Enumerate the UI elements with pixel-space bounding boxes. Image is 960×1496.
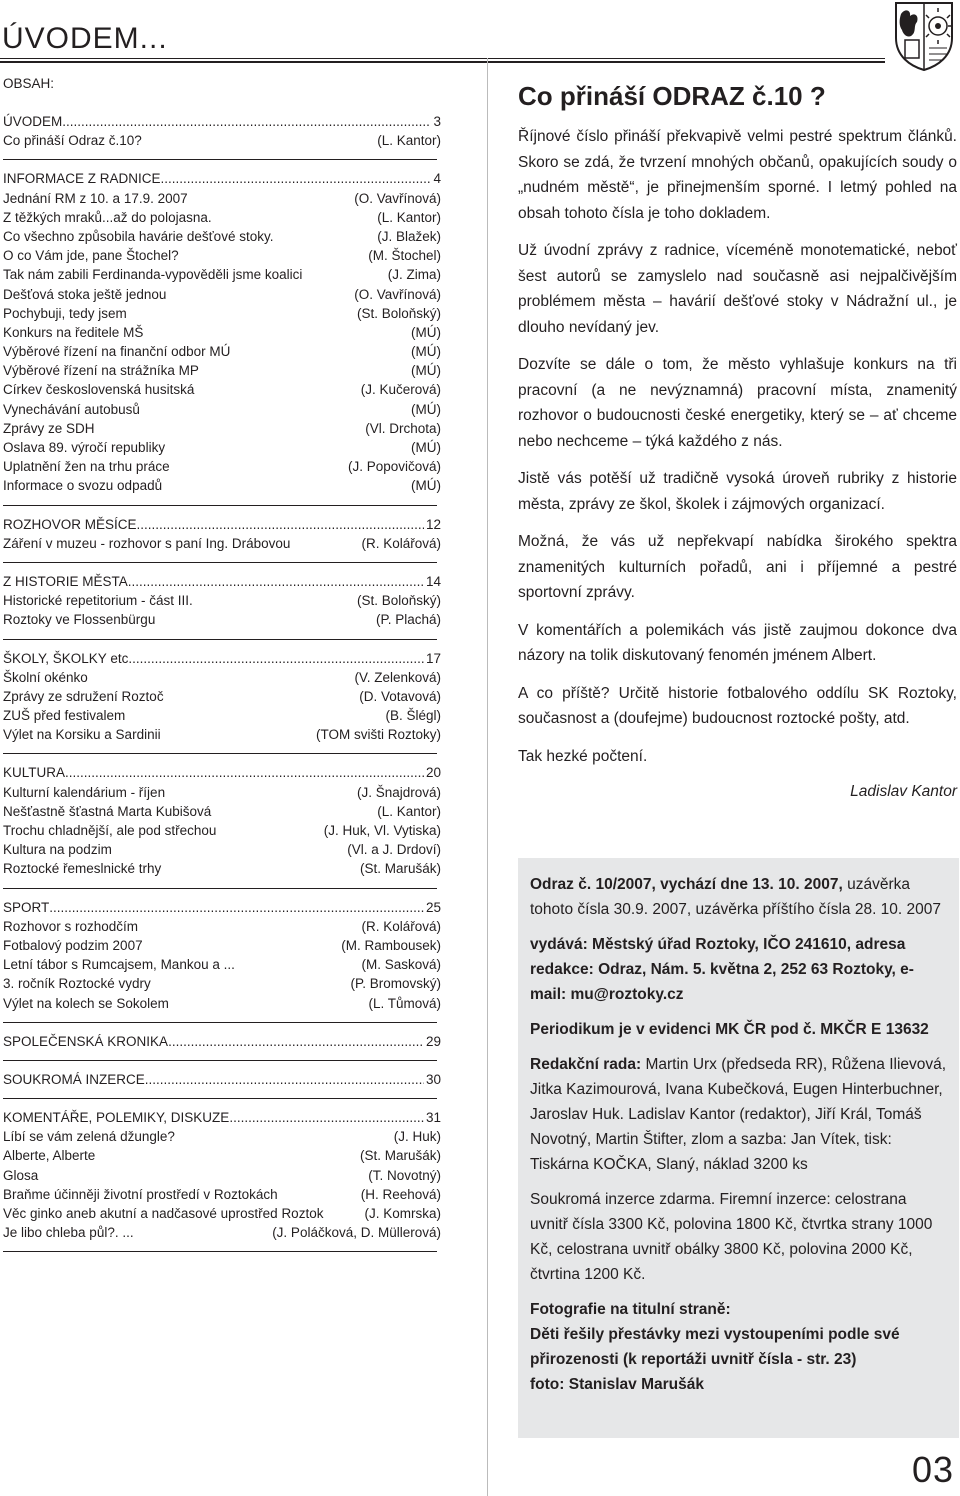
- toc-entry-title: Zprávy ze SDH: [3, 420, 95, 436]
- editorial-paragraph: Říjnové číslo přináší překvapivě velmi pestré spektrum článků. Skoro se zdá, že tvrzení mnohých občanů, opakujících soudy o „nudném městě“, je přinejmenším sporné. I letmý pohled na obsah tohoto čísla je toho dokladem.: [518, 128, 957, 222]
- toc-entry: [3, 687, 441, 706]
- toc-entry-title: 3. ročník Roztocké vydry: [3, 976, 151, 992]
- toc-entry: [3, 936, 441, 955]
- issue-info-bold: Odraz č. 10/2007, vychází dne 13. 10. 2007,: [530, 876, 843, 893]
- toc-entry-author: (J. Zima): [387, 267, 441, 283]
- toc-separator: [3, 639, 437, 640]
- toc-entry-author: (B. Šlégl): [385, 708, 441, 724]
- toc-separator: [3, 1251, 437, 1252]
- toc-entry-author: (MÚ): [411, 478, 441, 494]
- toc-entry-title: Školní okénko: [3, 669, 88, 685]
- editorial-paragraph: Jistě vás potěší už tradičně vysoká úroveň rubriky z historie města, zprávy ze škol, školek i zájmových organizací.: [518, 470, 957, 513]
- toc-entry-title: Věc ginko aneb akutní a nadčasové uprostřed Roztok: [3, 1206, 324, 1221]
- toc-entry-author: (L. Kantor): [377, 209, 441, 225]
- toc-section-heading: [3, 169, 441, 188]
- toc-section-title: SOUKROMÁ INZERCE: [3, 1071, 145, 1087]
- toc-entry-author: (M. Rambousek): [341, 937, 441, 953]
- toc-entry: [3, 610, 441, 629]
- toc-entry-title: Alberte, Alberte: [3, 1148, 96, 1164]
- publisher-info: [530, 932, 947, 1007]
- column-divider: [487, 58, 488, 1496]
- title-rule-thick: [0, 61, 885, 63]
- page-title: ÚVODEM...: [2, 22, 168, 55]
- cover-photo-info: [530, 1297, 947, 1322]
- toc-entry: [3, 361, 441, 380]
- toc-entry: [3, 591, 441, 610]
- toc-entry-author: (MÚ): [411, 440, 441, 455]
- toc-entry-author: (J. Huk): [393, 1129, 441, 1145]
- toc-entry-title: Výběrové řízení na finanční odbor MÚ: [3, 344, 231, 360]
- toc-entry: [3, 802, 441, 821]
- toc-entry: [3, 1166, 441, 1185]
- toc-entry-author: (J. Šnajdrová): [356, 784, 441, 800]
- toc-entry: [3, 706, 441, 725]
- toc-entry: [3, 668, 441, 687]
- toc-page-number: 3: [433, 114, 441, 129]
- registration-info: [530, 1017, 947, 1042]
- toc-entry: [3, 994, 441, 1013]
- toc-separator: [3, 562, 437, 563]
- toc-separator: [3, 753, 437, 754]
- toc-entry: [3, 725, 441, 744]
- toc-entry: [3, 208, 441, 227]
- toc-entry-title: Kultura na podzim: [3, 842, 112, 858]
- toc-leader-dots: [65, 763, 424, 782]
- toc-entry: [3, 457, 441, 476]
- toc-spacer: [3, 93, 441, 112]
- toc-page-number: 25: [425, 899, 441, 915]
- toc-entry: [3, 821, 441, 840]
- toc-entry: [3, 380, 441, 399]
- toc-page-number: 29: [425, 1033, 441, 1049]
- toc-entry-author: (J. Huk, Vl. Vytiska): [323, 823, 441, 838]
- toc-entry-author: (T. Novotný): [368, 1167, 441, 1183]
- toc-page-number: 14: [425, 573, 441, 589]
- toc-leader-dots: [161, 169, 432, 188]
- toc-entry-author: (L. Kantor): [377, 803, 441, 819]
- toc-entry-title: Braňme účinněji životní prostředí v Roztokách: [3, 1186, 278, 1202]
- editorial-title: Co přináší ODRAZ č.10 ?: [518, 81, 826, 111]
- toc-section-heading: [3, 649, 441, 668]
- toc-separator: [3, 1060, 437, 1061]
- toc-entry-author: (J. Komrska): [364, 1206, 441, 1221]
- toc-page-number: 31: [425, 1110, 441, 1126]
- toc-entry-title: Glosa: [3, 1167, 39, 1183]
- photo-credit: foto: Stanislav Marušák: [530, 1376, 704, 1393]
- board-label: Redakční rada:: [530, 1056, 642, 1073]
- toc-entry-title: Záření v muzeu - rozhovor s paní Ing. Drábovou: [3, 535, 291, 551]
- toc-entry-author: (MÚ): [411, 324, 441, 340]
- toc-page-number: 12: [425, 516, 441, 532]
- toc-entry: [3, 323, 441, 342]
- toc-entry-title: Výlet na Korsiku a Sardinii: [3, 727, 161, 743]
- toc-entry: [3, 783, 441, 802]
- toc-entry-title: Dešťová stoka ještě jednou: [3, 286, 167, 302]
- toc-entry: [3, 476, 441, 495]
- toc-separator: [3, 888, 437, 889]
- toc-entry-author: (J. Kučerová): [360, 382, 441, 398]
- toc-entry-author: (J. Popovičová): [347, 459, 441, 475]
- toc-section-title: INFORMACE Z RADNICE: [3, 171, 161, 187]
- toc-entry-author: (J. Blažek): [377, 228, 441, 244]
- toc-entry: [3, 534, 441, 553]
- toc-leader-dots: [49, 898, 424, 917]
- toc-entry: [3, 342, 441, 361]
- toc-entry-title: Co přináší Odraz č.10?: [3, 133, 142, 149]
- toc-section-title: ŠKOLY, ŠKOLKY etc...: [3, 650, 140, 666]
- toc-entry: [3, 438, 441, 457]
- toc-entry-title: Roztocké řemeslnické trhy: [3, 861, 162, 877]
- toc-section-heading: [3, 572, 441, 591]
- toc-page-number: 17: [425, 650, 441, 666]
- toc-entry: [3, 285, 441, 304]
- editorial-paragraph: Už úvodní zprávy z radnice, víceméně monotematické, neboť šest autorů se zamyslelo nad současně asi nejpalčivějším problémem města – havárií dešťové stoky v Nádražní ul., je dlouho nevídaný jev.: [518, 242, 957, 336]
- toc-entry-title: Informace o svozu odpadů: [3, 478, 163, 494]
- editorial-paragraph: V komentářích a polemikách vás jistě zaujmou dokonce dva názory na tolik diskutovaný fenomén jménem Albert.: [518, 621, 957, 664]
- issue-info: [530, 872, 947, 922]
- toc-entry-author: (St. Boloňský): [356, 593, 441, 609]
- toc-entry-title: Z těžkých mraků...až do polojasna.: [3, 209, 212, 225]
- toc-entry-title: Nešťastně šťastná Marta Kubišová: [3, 803, 212, 819]
- toc-entry: [3, 1204, 441, 1223]
- toc-section-title: ÚVODEM: [3, 114, 63, 129]
- toc-entry-title: Jednání RM z 10. a 17.9. 2007: [3, 190, 188, 206]
- toc-entry: [3, 419, 441, 438]
- toc-entry-title: Výlet na kolech se Sokolem: [3, 995, 169, 1011]
- toc-entry-author: (P. Bromovský): [350, 976, 441, 992]
- toc-entry-title: Zprávy ze sdružení Roztoč: [3, 688, 164, 704]
- toc-entry: [3, 1185, 441, 1204]
- toc-entry-title: Líbí se vám zelená džungle?: [3, 1129, 175, 1145]
- toc-section-heading: [3, 763, 441, 782]
- editorial: [518, 80, 957, 817]
- toc-leader-dots: [168, 1032, 424, 1051]
- toc-entry-title: Historické repetitorium - část III.: [3, 593, 193, 609]
- toc-entry-title: Výběrové řízení na strážníka MP: [3, 363, 199, 379]
- toc-section-heading: [3, 1070, 441, 1089]
- toc-leader-dots: [229, 1108, 424, 1127]
- toc-entry: [3, 917, 441, 936]
- toc-section-heading: [3, 898, 441, 917]
- toc-entry-author: (L. Kantor): [377, 133, 441, 149]
- toc-page-number: 30: [425, 1071, 441, 1087]
- toc-entry-author: (St. Marušák): [359, 861, 441, 877]
- toc-entry-author: (P. Plachá): [375, 612, 441, 628]
- cover-photo-credit: [530, 1372, 947, 1397]
- toc-entry-title: Konkurs na ředitele MŠ: [3, 324, 144, 340]
- toc-section-heading: [3, 515, 441, 534]
- toc-entry-author: (H. Reehová): [360, 1186, 441, 1202]
- toc-entry-title: Co všechno způsobila havárie dešťové stoky.: [3, 228, 274, 244]
- toc-section-title: ROZHOVOR MĚSÍCE: [3, 516, 137, 532]
- toc-leader-dots: [128, 572, 424, 591]
- publisher-text: vydává: Městský úřad Roztoky, IČO 241610, adresa redakce: Odraz, Nám. 5. května 2, 252 63 Roztoky, e-mail: mu@roztoky.cz: [530, 936, 914, 1003]
- toc-entry-author: (M. Sasková): [361, 957, 441, 973]
- photo-label: Fotografie na titulní straně:: [530, 1301, 731, 1318]
- toc-entry-title: Roztoky ve Flossenbürgu: [3, 612, 156, 628]
- table-of-contents: [3, 74, 441, 1261]
- toc-entry-title: ZUŠ před festivalem: [3, 708, 126, 724]
- editorial-paragraph: A co příště? Určitě historie fotbalového oddílu SK Roztoky, současnost a (doufejme) budoucnost roztocké pošty, atd.: [518, 684, 957, 727]
- toc-entry-title: Oslava 89. výročí republiky: [3, 440, 166, 455]
- toc-entry-title: Tak nám zabili Ferdinanda-vypověděli jsme koalici: [3, 267, 303, 283]
- toc-entry: [3, 955, 441, 974]
- toc-entry-title: Letní tábor s Rumcajsem, Mankou a ...: [3, 957, 235, 973]
- toc-entry: [3, 189, 441, 208]
- toc-entry-title: Trochu chladnější, ale pod střechou: [3, 823, 217, 838]
- toc-entry-author: (Vl. Drchota): [365, 420, 441, 436]
- city-crest-logo: [893, 0, 955, 72]
- photo-text: Děti řešily přestávky mezi vystoupeními podle své přirozenosti (k reportáži uvnitř čísla - str. 23): [530, 1326, 900, 1368]
- imprint-box: [518, 858, 959, 1438]
- toc-separator: [3, 1098, 437, 1099]
- toc-entry-author: (M. Štochel): [368, 248, 441, 264]
- toc-section-heading: [3, 1108, 441, 1127]
- toc-entry-title: Uplatnění žen na trhu práce: [3, 459, 170, 475]
- toc-entry-title: Pochybuji, tedy jsem: [3, 305, 127, 321]
- board-text: Martin Urx (předseda RR), Růžena Ilievová, Jitka Kazimourová, Ivana Kubečková, Eugen Hinterbuchner, Jaroslav Huk. Ladislav Kantor (redaktor), Jiří Král, Tomáš Novotný, Martin Štifter, zlom a sazba: Jan Vítek, tisk: Tiskárna KOČKA, Slaný, náklad 3200 ks: [530, 1056, 947, 1173]
- toc-entry-author: (R. Kolářová): [361, 918, 441, 934]
- toc-section-title: Z HISTORIE MĚSTA: [3, 573, 128, 589]
- toc-entry-title: Církev československá husitská: [3, 382, 195, 398]
- toc-entry-author: (St. Marušák): [359, 1148, 441, 1164]
- toc-page-number: 20: [425, 765, 441, 781]
- toc-entry: [3, 1127, 441, 1146]
- editorial-paragraph: Dozvíte se dále o tom, že město vyhlašuje konkurs na tři pracovní (a ne nevýznamná) pracovní místa, znamenitý rozhovor o budoucnosti české energetiky, který se – ať chceme nebo nechceme – týká každého z nás.: [518, 356, 957, 450]
- toc-entry: [3, 227, 441, 246]
- toc-entry: [3, 265, 441, 284]
- toc-entry-author: (R. Kolářová): [361, 535, 441, 551]
- toc-entry-title: Rozhovor s rozhodčím: [3, 918, 139, 934]
- toc-entry-author: (St. Boloňský): [356, 305, 441, 321]
- editorial-paragraph: Tak hezké počtení.: [518, 747, 648, 765]
- toc-separator: [3, 1022, 437, 1023]
- toc-label: OBSAH:: [3, 76, 55, 91]
- toc-entry: [3, 840, 441, 859]
- editorial-board: [530, 1052, 947, 1177]
- toc-section-heading: [3, 1032, 441, 1051]
- toc-entry-author: (O. Vavřínová): [354, 286, 441, 302]
- toc-entry-author: (O. Vavřínová): [354, 190, 441, 206]
- toc-entry: [3, 1146, 441, 1165]
- toc-entry-title: Kulturní kalendárium - říjen: [3, 784, 166, 800]
- toc-entry-title: O co Vám jde, pane Štochel?: [3, 248, 179, 264]
- toc-entry-author: (TOM svišti Roztoky): [315, 727, 441, 743]
- toc-entry: [3, 400, 441, 419]
- toc-leader-dots: [140, 649, 424, 668]
- toc-entry: [3, 304, 441, 323]
- toc-section-title: SPORT: [3, 899, 50, 915]
- issue-info-rest: uzávěrka tohoto čísla 30.9. 2007, uzávěrka příštího čísla 28. 10. 2007: [530, 876, 942, 918]
- toc-entry: [3, 246, 441, 265]
- cover-photo-desc: [530, 1322, 947, 1372]
- toc-entry-author: (MÚ): [411, 363, 441, 379]
- registration-text: Periodikum je v evidenci MK ČR pod č. MKČR E 13632: [530, 1021, 929, 1038]
- editorial-paragraph: Možná, že vás už nepřekvapí nabídka širokého spektra znamenitých kulturních pořadů, ani i příjemné a pestré sportovní zprávy.: [518, 533, 957, 601]
- title-rule: [0, 58, 885, 59]
- toc-section-title: KOMENTÁŘE, POLEMIKY, DISKUZE: [3, 1110, 230, 1126]
- toc-entry-author: (L. Tůmová): [368, 995, 441, 1011]
- toc-leader-dots: [62, 112, 431, 131]
- toc-section-title: SPOLEČENSKÁ KRONIKA: [3, 1033, 169, 1049]
- toc-page-number: 4: [433, 171, 441, 187]
- toc-entry-title: Vynechávání autobusů: [3, 401, 140, 417]
- advertising-info: Soukromá inzerce zdarma. Firemní inzerce: celostrana uvnitř čísla 3300 Kč, polovina 1800 Kč, čtvrtka strany 1000 Kč, celostrana uvnitř obálky 3800 Kč, polovina 2000 Kč, čtvrtina 1200 Kč.: [530, 1191, 933, 1283]
- toc-entry-author: (V. Zelenková): [354, 669, 441, 685]
- toc-entry: [3, 974, 441, 993]
- toc-leader-dots: [137, 515, 424, 534]
- toc-section-heading: [3, 112, 441, 131]
- toc-entry: [3, 1223, 441, 1242]
- toc-entry-title: Je libo chleba půl?. ...: [3, 1225, 134, 1241]
- toc-entry-author: (MÚ): [411, 401, 441, 417]
- toc-entry-author: (D. Votavová): [359, 688, 441, 704]
- toc-entry: [3, 131, 441, 150]
- toc-leader-dots: [145, 1070, 424, 1089]
- toc-entry: [3, 859, 441, 878]
- toc-entry-author: (MÚ): [411, 344, 441, 360]
- toc-entry-title: Fotbalový podzim 2007: [3, 937, 143, 953]
- toc-entry-author: (J. Poláčková, D. Müllerová): [272, 1225, 441, 1241]
- toc-entry-author: (Vl. a J. Drdoví): [347, 842, 441, 858]
- editorial-signature: Ladislav Kantor: [850, 783, 957, 800]
- toc-section-title: KULTURA: [3, 765, 66, 781]
- toc-separator: [3, 159, 437, 160]
- toc-separator: [3, 505, 437, 506]
- page-number: 03: [911, 1449, 954, 1490]
